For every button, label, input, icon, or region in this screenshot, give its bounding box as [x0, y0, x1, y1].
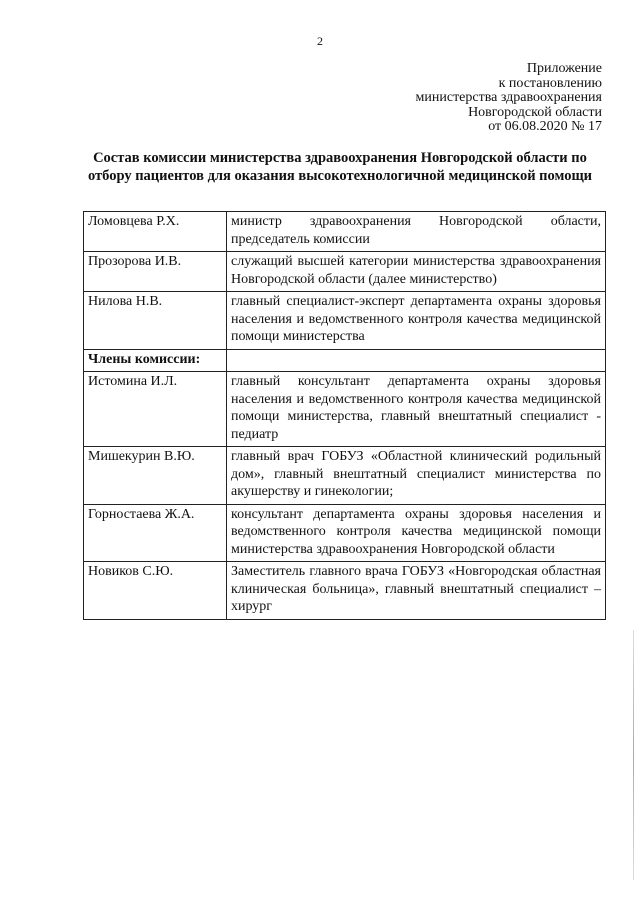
members-heading: Члены комиссии:: [84, 349, 227, 372]
section-row: [84, 349, 606, 372]
scan-edge-artifact: [633, 630, 634, 880]
table-row: [84, 252, 606, 292]
appendix-header: [416, 62, 602, 135]
member-role: главный консультант департамента охраны здоровья населения и ведомственного контроля качества медицинской помощи министерства, главный внештатный специалист - педиатр: [227, 372, 606, 447]
member-role: главный специалист-эксперт департамента охраны здоровья населения и ведомственного контроля качества медицинской помощи министерства: [227, 292, 606, 350]
table-row: [84, 292, 606, 350]
member-name: Новиков С.Ю.: [84, 562, 227, 620]
appendix-line: к постановлению: [498, 75, 602, 91]
member-role: Заместитель главного врача ГОБУЗ «Новгородская областная клиническая больница», главный внештатный специалист – хирург: [227, 562, 606, 620]
member-role: министр здравоохранения Новгородской области, председатель комиссии: [227, 212, 606, 252]
empty-cell: [227, 349, 606, 372]
table-row: [84, 447, 606, 505]
table-row: [84, 372, 606, 447]
appendix-line: Новгородской области: [468, 104, 602, 120]
appendix-line: от 06.08.2020 № 17: [488, 119, 602, 134]
member-role: главный врач ГОБУЗ «Областной клинический родильный дом», главный внештатный специалист министерства по акушерству и гинекологии;: [227, 447, 606, 505]
member-name: Прозорова И.В.: [84, 252, 227, 292]
document-title: Состав комиссии министерства здравоохранения Новгородской области по отбору пациентов для оказания высокотехнологичной медицинской помощи: [87, 150, 593, 184]
table-row: [84, 504, 606, 562]
member-role: консультант департамента охраны здоровья населения и ведомственного контроля качества медицинской помощи министерства здравоохранения Новгородской области: [227, 504, 606, 562]
commission-table: [83, 211, 606, 620]
member-name: Ломовцева Р.Х.: [84, 212, 227, 252]
member-name: Горностаева Ж.А.: [84, 504, 227, 562]
member-role: служащий высшей категории министерства здравоохранения Новгородской области (далее министерство): [227, 252, 606, 292]
appendix-line: Приложение: [526, 61, 602, 76]
member-name: Нилова Н.В.: [84, 292, 227, 350]
member-name: Мишекурин В.Ю.: [84, 447, 227, 505]
appendix-line: министерства здравоохранения: [415, 90, 602, 105]
page-number: 2: [317, 34, 323, 48]
table-row: [84, 562, 606, 620]
member-name: Истомина И.Л.: [84, 372, 227, 447]
table-row: [84, 212, 606, 252]
